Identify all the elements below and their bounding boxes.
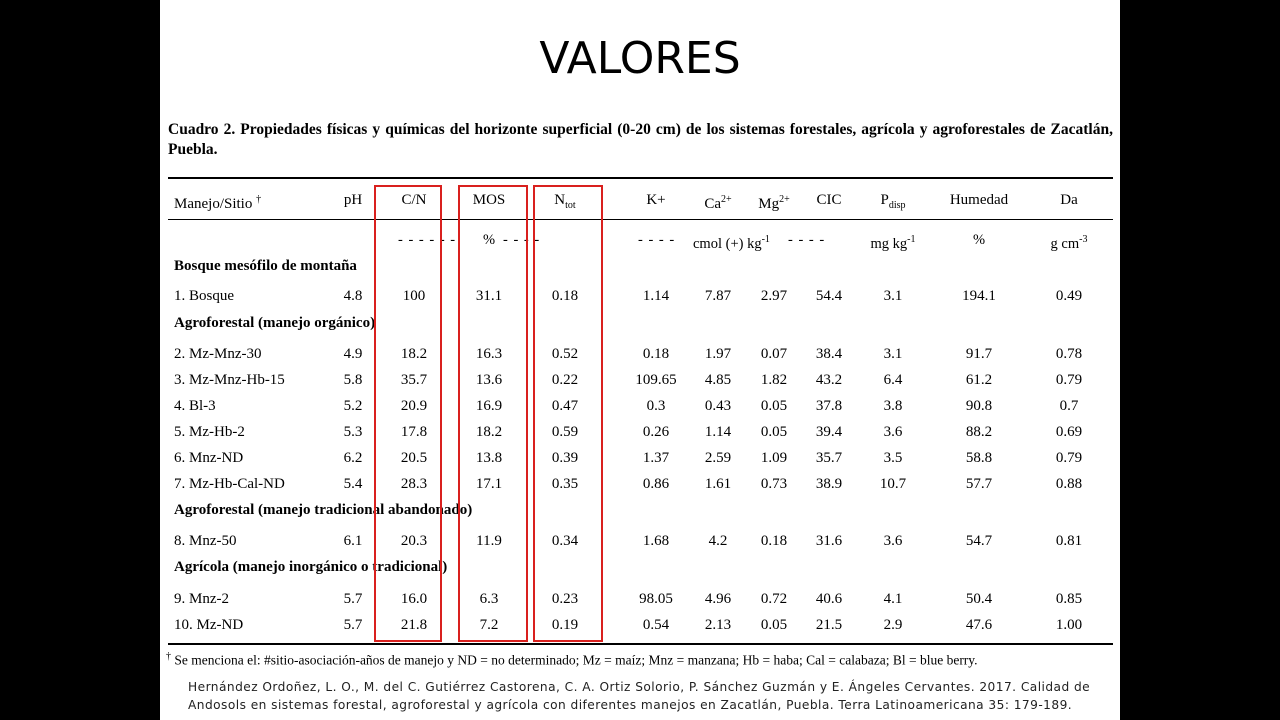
cell-k: 0.86	[642, 476, 670, 492]
cell-ph: 5.7	[343, 617, 363, 633]
cell-humedad: 91.7	[965, 346, 993, 362]
cell-humedad: 194.1	[962, 288, 996, 304]
cell-site: 8. Mnz-50	[174, 533, 237, 549]
highlight-box-cn	[374, 185, 442, 642]
cell-k: 109.65	[635, 372, 677, 388]
cell-da: 0.79	[1055, 450, 1083, 466]
cell-pdisp: 10.7	[879, 476, 907, 492]
cell-ca: 2.13	[704, 617, 732, 633]
cell-mg: 0.05	[760, 424, 788, 440]
cell-site: 4. Bl-3	[174, 398, 216, 414]
cell-pdisp: 3.6	[883, 424, 903, 440]
cell-mg: 2.97	[760, 288, 788, 304]
cell-humedad: 47.6	[965, 617, 993, 633]
units-cmol: cmol (+) $kg^{-1}$	[693, 234, 770, 252]
cell-da: 0.69	[1055, 424, 1083, 440]
table-caption: Cuadro 2. Propiedades físicas y químicas del horizonte superficial (0-20 cm) de los sistemas forestales, agrícola y agroforestales de Zacatlán, Puebla.	[168, 121, 1113, 158]
cell-ntot: 0.22	[551, 372, 579, 388]
cell-cic: 40.6	[815, 591, 843, 607]
cell-mos: 6.3	[479, 591, 499, 607]
cell-mos: 16.3	[475, 346, 503, 362]
cell-ph: 5.3	[343, 424, 363, 440]
cell-humedad: 57.7	[965, 476, 993, 492]
cell-humedad: 58.8	[965, 450, 993, 466]
units-cmol-dashes: - - - -	[788, 232, 826, 248]
cell-site: 6. Mnz-ND	[174, 450, 244, 466]
cell-k: 1.37	[642, 450, 670, 466]
cell-ntot: 0.39	[551, 450, 579, 466]
header-site: Manejo/Sitio †	[174, 194, 262, 212]
cell-mos: 7.2	[479, 617, 499, 633]
cell-humedad: 50.4	[965, 591, 993, 607]
cell-cn: 100	[402, 288, 426, 304]
header-ntot: $N_{tot}$	[554, 192, 576, 211]
cell-ca: 1.14	[704, 424, 732, 440]
units-right-dashes: - - - -	[503, 232, 541, 248]
cell-cn: 20.9	[400, 398, 428, 414]
header-cic: CIC	[816, 192, 842, 208]
cell-mos: 18.2	[475, 424, 503, 440]
cell-pdisp: 4.1	[883, 591, 903, 607]
cell-da: 0.49	[1055, 288, 1083, 304]
cell-humedad: 61.2	[965, 372, 993, 388]
cell-cic: 38.4	[815, 346, 843, 362]
cell-cic: 35.7	[815, 450, 843, 466]
cell-cic: 31.6	[815, 533, 843, 549]
table-top-rule	[168, 177, 1113, 179]
units-humedad: %	[972, 232, 986, 248]
units-da: g $cm^{-3}$	[1050, 234, 1088, 252]
cell-cn: 21.8	[400, 617, 428, 633]
cell-ph: 5.7	[343, 591, 363, 607]
source-citation: Hernández Ordoñez, L. O., M. del C. Gutiérrez Castorena, C. A. Ortiz Solorio, P. Sánchez Guzmán y E. Ángeles Cervantes. 2017. Calidad de Andosols en sistemas forestal, agroforestal y agrícola con diferentes manejos en Zacatlán, Puebla. Terra Latinoamericana 35: 179-189.	[188, 680, 1091, 712]
cell-cic: 43.2	[815, 372, 843, 388]
header-da: Da	[1060, 192, 1078, 208]
cell-ca: 0.43	[704, 398, 732, 414]
cell-da: 0.85	[1055, 591, 1083, 607]
header-ph: pH	[343, 192, 363, 208]
cell-pdisp: 6.4	[883, 372, 903, 388]
cell-da: 1.00	[1055, 617, 1083, 633]
slide	[160, 0, 1120, 720]
cell-pdisp: 3.1	[883, 288, 903, 304]
cell-site: 3. Mz-Mnz-Hb-15	[174, 372, 285, 388]
cell-k: 98.05	[639, 591, 673, 607]
cell-k: 0.54	[642, 617, 670, 633]
cell-ph: 6.1	[343, 533, 363, 549]
cell-mg: 1.09	[760, 450, 788, 466]
units-mgkg: mg $kg^{-1}$	[870, 234, 916, 252]
cell-mg: 1.82	[760, 372, 788, 388]
cell-ca: 7.87	[704, 288, 732, 304]
cell-cn: 28.3	[400, 476, 428, 492]
cell-mos: 31.1	[475, 288, 503, 304]
cell-site: 2. Mz-Mnz-30	[174, 346, 262, 362]
cell-k: 1.14	[642, 288, 670, 304]
header-k: K+	[646, 192, 666, 208]
cell-site: 9. Mnz-2	[174, 591, 229, 607]
cell-k: 0.3	[646, 398, 666, 414]
cell-ntot: 0.52	[551, 346, 579, 362]
cell-ph: 4.9	[343, 346, 363, 362]
cell-ca: 4.85	[704, 372, 732, 388]
cell-mg: 0.05	[760, 398, 788, 414]
cell-ca: 4.96	[704, 591, 732, 607]
cell-ntot: 0.47	[551, 398, 579, 414]
cell-mos: 13.8	[475, 450, 503, 466]
header-pdisp: $P_{disp}$	[880, 192, 906, 211]
cell-ntot: 0.18	[551, 288, 579, 304]
group-label: Bosque mesófilo de montaña	[174, 258, 357, 274]
cell-pdisp: 3.1	[883, 346, 903, 362]
highlight-box-ntot	[533, 185, 603, 642]
cell-ntot: 0.35	[551, 476, 579, 492]
cell-ca: 2.59	[704, 450, 732, 466]
units-left-dashes: - - - - - -	[398, 232, 457, 248]
header-ca: $Ca^{2+}$	[704, 194, 732, 212]
cell-humedad: 90.8	[965, 398, 993, 414]
group-label: Agroforestal (manejo tradicional abandonado)	[174, 502, 473, 518]
units-percent: %	[483, 232, 496, 248]
cell-mg: 0.18	[760, 533, 788, 549]
cell-site: 1. Bosque	[174, 288, 234, 304]
cell-ph: 5.2	[343, 398, 363, 414]
cell-cn: 16.0	[400, 591, 428, 607]
cell-cic: 54.4	[815, 288, 843, 304]
table-footnote: † Se menciona el: #sitio-asociación-años de manejo y ND = no determinado; Mz = maíz; Mnz = manzana; Hb = haba; Cal = calabaza; Bl = blue berry.	[166, 651, 978, 668]
cell-pdisp: 3.6	[883, 533, 903, 549]
cell-site: 7. Mz-Hb-Cal-ND	[174, 476, 285, 492]
cell-cn: 20.3	[400, 533, 428, 549]
table-header-rule	[168, 219, 1113, 220]
cell-cn: 35.7	[400, 372, 428, 388]
cell-ph: 5.8	[343, 372, 363, 388]
cell-mg: 0.07	[760, 346, 788, 362]
cell-cic: 21.5	[815, 617, 843, 633]
group-label: Agroforestal (manejo orgánico)	[174, 315, 376, 331]
group-label: Agrícola (manejo inorgánico o tradicional)	[174, 559, 448, 575]
cell-humedad: 54.7	[965, 533, 993, 549]
cell-ca: 1.61	[704, 476, 732, 492]
header-cn: C/N	[401, 192, 427, 208]
cell-ntot: 0.23	[551, 591, 579, 607]
cell-cn: 18.2	[400, 346, 428, 362]
cell-da: 0.88	[1055, 476, 1083, 492]
cell-mg: 0.72	[760, 591, 788, 607]
cell-mos: 17.1	[475, 476, 503, 492]
table-bottom-rule	[168, 643, 1113, 645]
cell-ntot: 0.59	[551, 424, 579, 440]
cell-humedad: 88.2	[965, 424, 993, 440]
highlight-box-mos	[458, 185, 528, 642]
cell-cn: 17.8	[400, 424, 428, 440]
slide-title: VALORES	[539, 33, 741, 84]
cell-cic: 38.9	[815, 476, 843, 492]
cell-pdisp: 3.8	[883, 398, 903, 414]
cell-cn: 20.5	[400, 450, 428, 466]
cell-ca: 4.2	[708, 533, 728, 549]
cell-ntot: 0.19	[551, 617, 579, 633]
cell-mg: 0.05	[760, 617, 788, 633]
header-mos: MOS	[472, 192, 506, 208]
cell-cic: 39.4	[815, 424, 843, 440]
cell-ph: 4.8	[343, 288, 363, 304]
cell-pdisp: 2.9	[883, 617, 903, 633]
cell-k: 1.68	[642, 533, 670, 549]
cell-mos: 16.9	[475, 398, 503, 414]
cell-pdisp: 3.5	[883, 450, 903, 466]
cell-mg: 0.73	[760, 476, 788, 492]
cell-ph: 5.4	[343, 476, 363, 492]
cell-da: 0.79	[1055, 372, 1083, 388]
cell-ntot: 0.34	[551, 533, 579, 549]
cell-cic: 37.8	[815, 398, 843, 414]
cell-k: 0.18	[642, 346, 670, 362]
header-mg: $Mg^{2+}$	[758, 194, 790, 212]
cell-ph: 6.2	[343, 450, 363, 466]
cell-da: 0.78	[1055, 346, 1083, 362]
cell-mos: 11.9	[476, 533, 502, 549]
cell-ca: 1.97	[704, 346, 732, 362]
cell-site: 10. Mz-ND	[174, 617, 244, 633]
cell-da: 0.7	[1059, 398, 1079, 414]
cell-site: 5. Mz-Hb-2	[174, 424, 245, 440]
header-humedad: Humedad	[949, 192, 1009, 208]
cell-k: 0.26	[642, 424, 670, 440]
cell-mos: 13.6	[475, 372, 503, 388]
units-k-dashes: - - - -	[638, 232, 676, 248]
cell-da: 0.81	[1055, 533, 1083, 549]
